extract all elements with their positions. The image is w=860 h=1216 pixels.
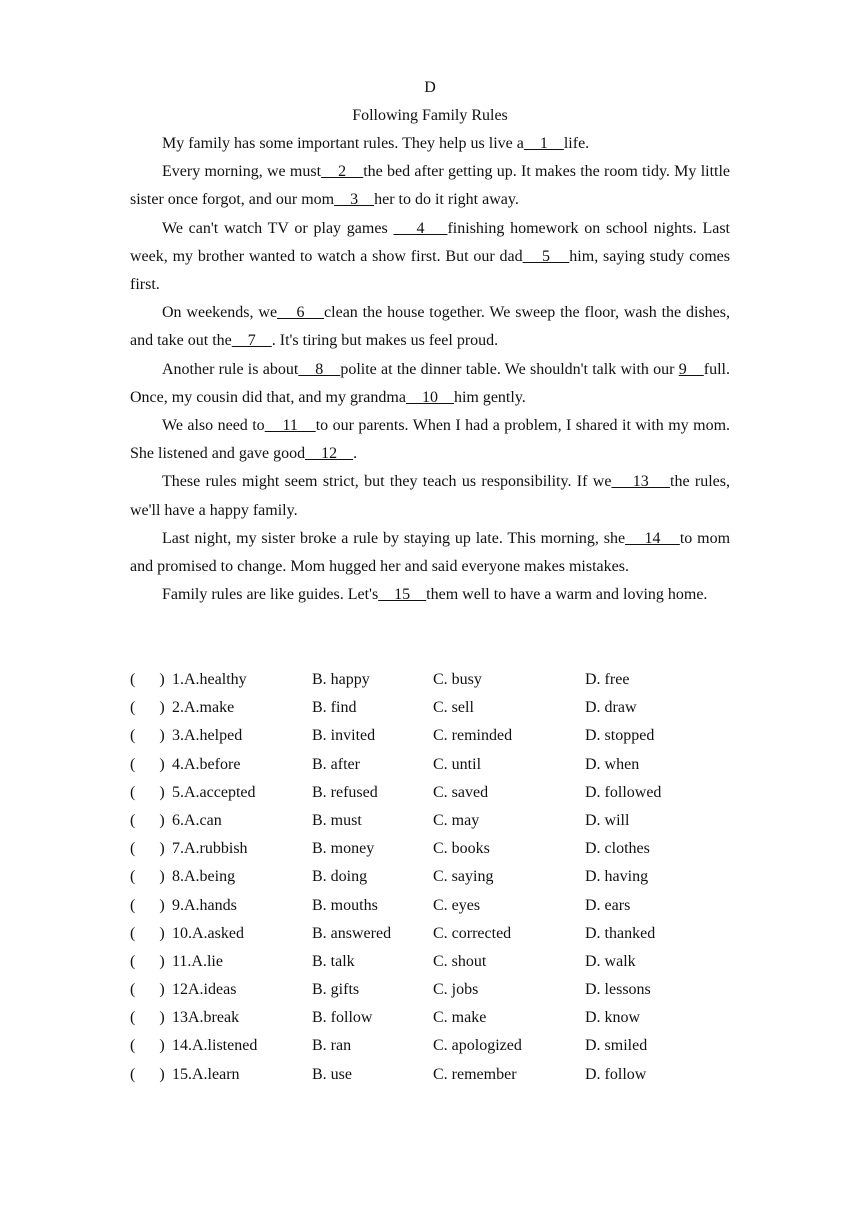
option-d: D. clothes — [585, 840, 650, 858]
option-a: 13A.break — [172, 1009, 240, 1027]
answer-blank: 5 — [522, 247, 570, 265]
option-c: C. saved — [433, 783, 489, 801]
question-row — [130, 807, 750, 835]
option-b: B. use — [312, 1065, 352, 1083]
answer-blank: 1 — [523, 135, 564, 152]
answer-parenthesis: ( ) — [130, 811, 165, 829]
option-a: 2.A.make — [172, 699, 235, 717]
option-b: B. happy — [312, 671, 370, 688]
option-d: D. having — [585, 868, 649, 886]
option-b: B. talk — [312, 952, 355, 970]
option-d: D. ears — [585, 896, 631, 914]
passage-text: to our parents. When I had a problem, I shared it with my mom. She listened and gave good — [130, 417, 731, 463]
answer-parenthesis: ( ) — [130, 727, 165, 745]
option-c: C. saying — [433, 868, 494, 886]
passage-text: her to do it right away. — [374, 191, 519, 209]
answer-parenthesis: ( ) — [130, 699, 165, 717]
question-row — [130, 892, 750, 920]
option-a: 4.A.before — [172, 755, 241, 773]
answer-blank: 11 — [264, 417, 316, 435]
option-d: D. followed — [585, 783, 662, 801]
answer-blank: 2 — [321, 163, 364, 181]
passage-text: Every morning, we must — [162, 163, 322, 181]
passage-text: full. Once, my cousin did that, and my grandma — [130, 360, 730, 406]
option-b: B. gifts — [312, 981, 360, 999]
passage-paragraph — [130, 581, 730, 609]
option-d: D. thanked — [585, 924, 656, 942]
answer-parenthesis: ( ) — [130, 1037, 165, 1055]
answer-parenthesis: ( ) — [130, 755, 165, 773]
option-c: C. reminded — [433, 727, 513, 745]
option-b: B. find — [312, 699, 357, 717]
answer-blank: 8 — [298, 360, 341, 378]
option-d: D. lessons — [585, 981, 651, 999]
option-b: B. must — [312, 811, 362, 829]
question-row — [130, 694, 750, 722]
answer-parenthesis: ( ) — [130, 924, 165, 942]
answer-blank: 13 — [611, 473, 671, 491]
option-c: C. corrected — [433, 924, 512, 942]
option-a: 1.A.healthy — [172, 671, 247, 688]
passage-paragraph — [130, 158, 730, 214]
passage-text: Last night, my sister broke a rule by staying up late. This morning, she — [162, 529, 626, 547]
passage-text: . — [353, 445, 358, 463]
question-row — [130, 948, 750, 976]
passage — [130, 130, 730, 609]
option-d: D. stopped — [585, 727, 655, 745]
option-c: C. may — [433, 811, 480, 829]
option-d: D. smiled — [585, 1037, 648, 1055]
option-b: B. invited — [312, 727, 376, 745]
answer-parenthesis: ( ) — [130, 952, 165, 970]
passage-text: Family rules are like guides. Let's — [162, 586, 379, 604]
question-row — [130, 863, 750, 891]
option-b: B. money — [312, 840, 375, 858]
option-d: D. follow — [585, 1065, 647, 1083]
answer-blank: 15 — [378, 586, 427, 604]
passage-text: the bed after getting up. It makes the room tidy. My little sister once forgot, and our mom — [130, 163, 731, 209]
question-row — [130, 666, 750, 694]
passage-text: to mom and promised to change. Mom hugged her and said everyone makes mistakes. — [130, 529, 731, 576]
passage-text: life. — [563, 135, 590, 152]
answer-parenthesis: ( ) — [130, 671, 165, 688]
option-a: 11.A.lie — [172, 952, 223, 970]
passage-paragraph — [130, 412, 730, 468]
option-a: 5.A.accepted — [172, 783, 256, 801]
option-a: 8.A.being — [172, 868, 236, 886]
passage-text: On weekends, we — [162, 304, 278, 322]
answer-blank: 10 — [405, 388, 454, 406]
answer-blank: 14 — [625, 529, 680, 547]
answer-parenthesis: ( ) — [130, 783, 165, 801]
option-b: B. mouths — [312, 896, 378, 914]
question-row — [130, 976, 750, 1004]
option-a: 12A.ideas — [172, 981, 237, 999]
option-d: D. will — [585, 811, 630, 829]
option-c: C. remember — [433, 1065, 517, 1083]
passage-text: Another rule is about — [162, 360, 299, 378]
passage-text: finishing homework on school nights. Last week, my brother wanted to watch a show first. But our dad — [130, 219, 730, 265]
option-c: C. shout — [433, 952, 487, 970]
option-c: C. busy — [433, 671, 482, 688]
option-b: B. answered — [312, 924, 392, 942]
answer-parenthesis: ( ) — [130, 1065, 165, 1083]
question-row — [130, 722, 750, 750]
question-row — [130, 779, 750, 807]
answer-parenthesis: ( ) — [130, 840, 165, 858]
option-b: B. follow — [312, 1009, 373, 1027]
option-a: 15.A.learn — [172, 1065, 240, 1083]
passage-paragraph — [130, 299, 730, 355]
option-d: D. when — [585, 755, 640, 773]
passage-text: These rules might seem strict, but they teach us responsibility. If we — [162, 473, 612, 491]
option-a: 9.A.hands — [172, 896, 237, 914]
passage-paragraph — [130, 215, 730, 300]
option-a: 10.A.asked — [172, 924, 244, 942]
answer-parenthesis: ( ) — [130, 981, 165, 999]
option-a: 3.A.helped — [172, 727, 243, 745]
answer-options — [130, 666, 750, 1089]
passage-text: him, saying study comes first. — [130, 247, 731, 294]
option-d: D. know — [585, 1009, 641, 1027]
option-a: 7.A.rubbish — [172, 840, 248, 858]
answer-parenthesis: ( ) — [130, 1009, 165, 1027]
option-c: C. books — [433, 840, 490, 858]
option-d: D. free — [585, 671, 630, 688]
question-row — [130, 835, 750, 863]
question-row — [130, 920, 750, 948]
option-d: D. walk — [585, 952, 636, 970]
section-letter: D — [424, 79, 436, 96]
option-c: C. sell — [433, 699, 474, 717]
passage-text: My family has some important rules. They help us live a — [162, 135, 524, 152]
passage-text: him gently. — [453, 388, 526, 406]
answer-blank: 9 — [678, 360, 704, 378]
option-b: B. after — [312, 755, 360, 773]
question-row — [130, 1061, 750, 1089]
question-row — [130, 1004, 750, 1032]
passage-paragraph — [130, 130, 730, 158]
question-row — [130, 1032, 750, 1060]
answer-blank: 4 — [393, 219, 448, 237]
answer-blank: 7 — [231, 332, 272, 350]
option-c: C. eyes — [433, 896, 481, 914]
question-row — [130, 751, 750, 779]
answer-blank: 12 — [305, 445, 354, 463]
passage-text: clean the house together. We sweep the floor, wash the dishes, and take out the — [130, 304, 731, 350]
option-a: 14.A.listened — [172, 1037, 258, 1055]
answer-blank: 6 — [277, 304, 325, 322]
option-d: D. draw — [585, 699, 637, 717]
passage-text: . It's tiring but makes us feel proud. — [271, 332, 499, 350]
passage-paragraph — [130, 356, 730, 412]
option-b: B. doing — [312, 868, 368, 886]
option-c: C. apologized — [433, 1037, 522, 1055]
option-b: B. refused — [312, 783, 378, 801]
answer-blank: 3 — [334, 191, 375, 209]
option-b: B. ran — [312, 1037, 352, 1055]
passage-text: We can't watch TV or play games — [162, 219, 394, 237]
passage-text: the rules, we'll have a happy family. — [130, 473, 731, 519]
passage-paragraph — [130, 525, 730, 581]
passage-text: polite at the dinner table. We shouldn't talk with our — [340, 360, 679, 378]
option-c: C. until — [433, 755, 482, 773]
passage-text: We also need to — [162, 417, 265, 435]
option-c: C. make — [433, 1009, 487, 1027]
answer-parenthesis: ( ) — [130, 868, 165, 886]
passage-title: Following Family Rules — [352, 107, 508, 124]
option-c: C. jobs — [433, 981, 479, 999]
option-a: 6.A.can — [172, 811, 222, 829]
answer-parenthesis: ( ) — [130, 896, 165, 914]
passage-paragraph — [130, 468, 730, 524]
passage-text: them well to have a warm and loving home. — [426, 586, 708, 604]
